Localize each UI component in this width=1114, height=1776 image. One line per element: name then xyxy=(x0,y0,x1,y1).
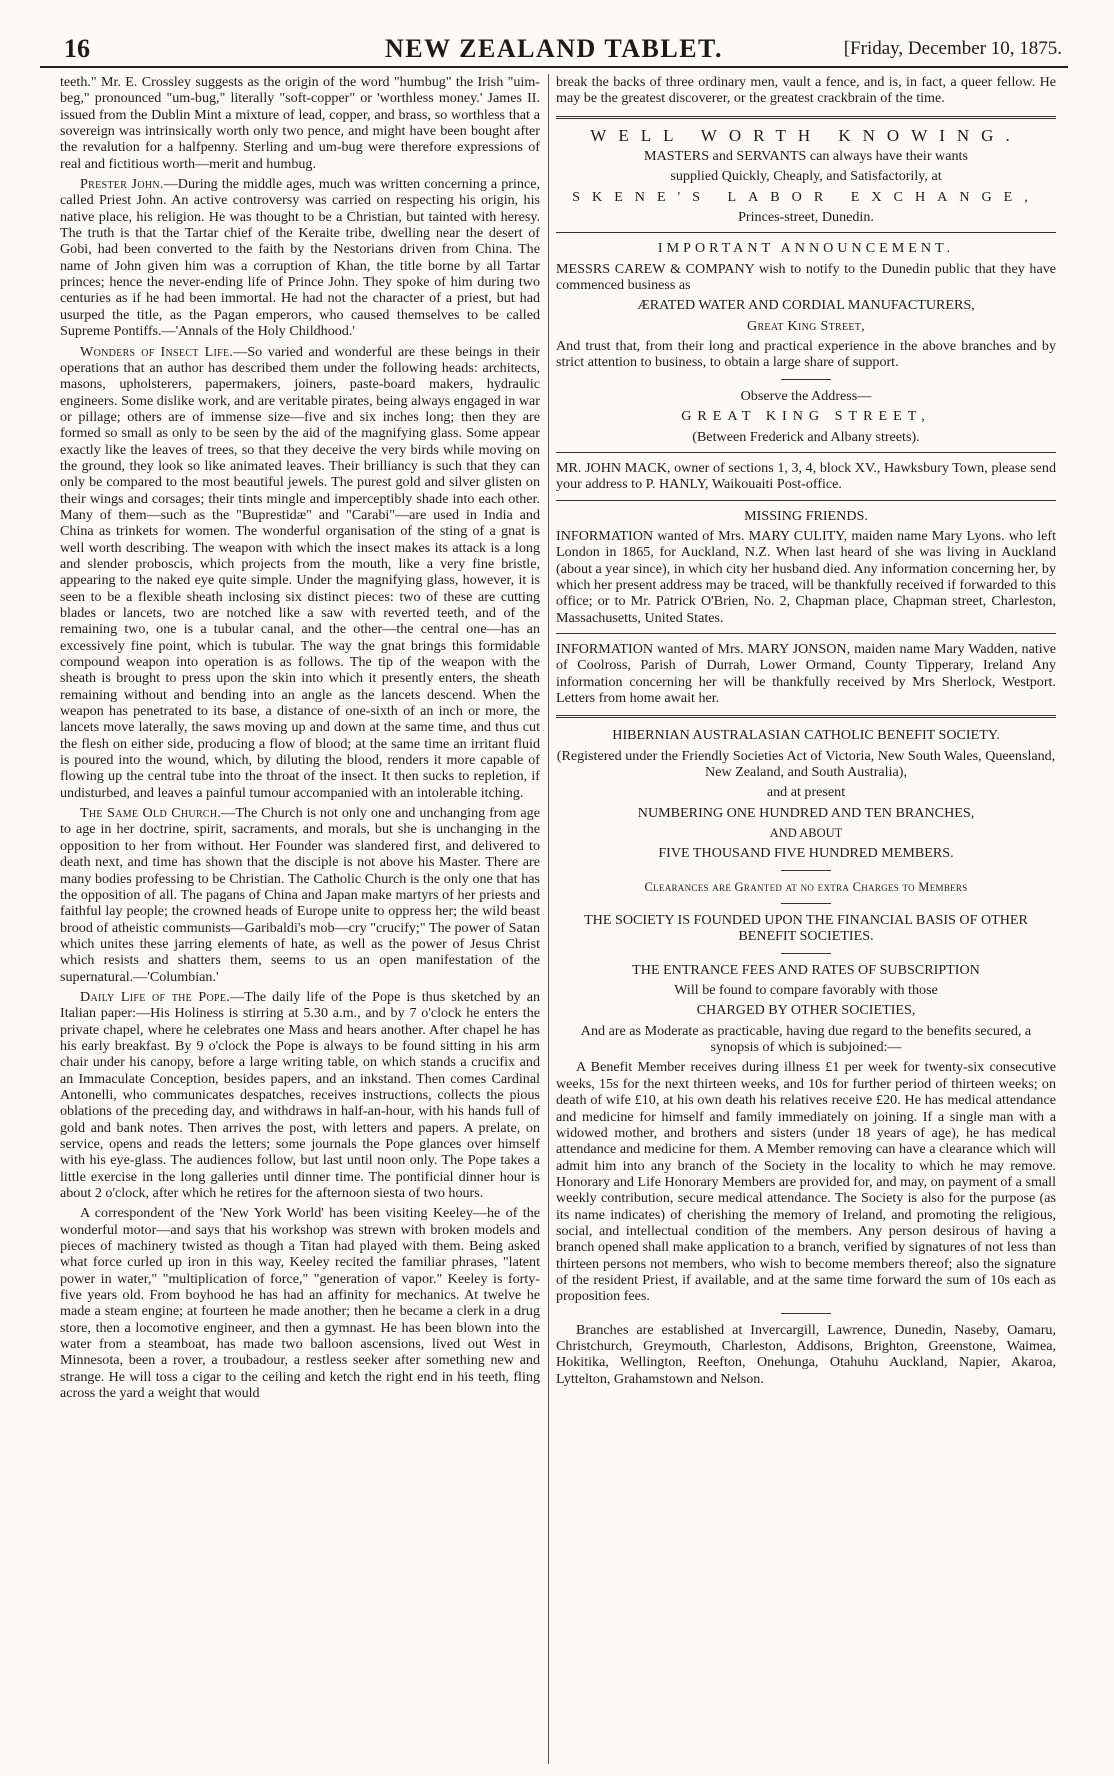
society-clearances: Clearances are Granted at no extra Charges to Members xyxy=(644,879,968,894)
humbug-paragraph: teeth." Mr. E. Crossley suggests as the origin of the word "humbug" the Irish "uim-beg," pronounced "um-bug," literally "soft-copper" or 'worthless money.' James II. issued from the Dublin Mint a mixture of lead, copper, and brass, so worthless that a sovereign was intrinsically worth only two pence, and might have been bought after the revalution for a halfpenny. Sterling and um-bug were therefore expressions of real and fictitious worth—merit and humbug. xyxy=(60,74,540,172)
article-body: —So varied and wonderful are these beings in their operations that an author has described them under the following heads: architects, masons, upholsterers, papermakers, joiners, paste-board makers, hydraulic engineers. Some dislike work, and are veritable pirates, being always engaged in war or pillage; others are of immense size—five and six inches long; then they are formed so small as only to be seen by the aid of the magnifying glass. Some appear exactly like the leaves of trees, so that they deceive the very birds while moving on the ground, they look so like animated leaves. Their brilliancy is such that they can only be compared to the most beautiful jewels. The purest gold and silver glisten on their wings and corsages; their tints mingle and imperceptibly shade into each other. Many of them—such as the "Buprestidæ" and "Carabi"—are used in India and China as trinkets for women. The wonderful organisation of the sting of a gnat is well worth describing. The weapon with which the insect makes its attack is a long and slender proboscis, which projects from the mouth, like a very fine bristle, appearing to the naked eye quite simple. Under the magnifying glass, however, it is seen to be a flexible sheath inclosing six distinct pieces: two of these are cutting blades or lancets, two are notched like a saw with reverted teeth, and of the remaining two, one is a tubular canal, and the other—the central one—has an excessively fine point, which is tubular. The way the gnat brings this formidable compound weapon into operation is as follows. The tip of the weapon with the sheath is brought to press upon the skin into which it presently enters, the sheath remaining without and bending into an angle as the lancets descend. When the weapon has penetrated to its base, a distance of one-sixth of an inch or more, the lancets move laterally, the saws moving up and down at the same time, and thus cut the flesh on either side, producing a flow of blood; at the same time an irritant fluid is poured into the wound, which, by diluting the blood, renders it more capable of flowing up the central tube into the throat of the insect. It then sucks to repletion, if undisturbed, and leaves a painful tumour accompanied with an intolerable itching. xyxy=(60,343,540,801)
article-body: —During the middle ages, much was written concerning a prince, called Priest John. An active controversy was carried on respecting his origin, his native place, his religion. He was thought to be a Christian, but tainted with heresy. The truth is that the Tartar chief of the Keraite tribe, dwelling near the desert of Gobi, had been converted to the faith by the Nestorians driven from China. The name of John given him was a corruption of Khan, the title borne by all Tartar princes; hence the never-ending life of Prince John. They spoke of him during two centuries as if he had been immortal. He had not the character of a priest, but had usurped the title, as the Pagan emperors, who caused themselves to be called Supreme Pontiffs.—'Annals of the Holy Childhood.' xyxy=(60,176,540,340)
divider xyxy=(781,870,831,871)
keeley-article: A correspondent of the 'New York World' has been visiting Keeley—he of the wonderful motor—and says that his workshop was strewn with broken models and pieces of machinery twisted as though a Titan had played with them. Being asked what force curled up iron in this way, Keeley recited the familiar phrases, "latent power in water," "multiplication of force," "generation of vapor." Keeley is forty-five years old. From boyhood he has had an affinity for mechanics. At twelve he made a steam engine; at fourteen he made another; then he became a clerk in a drug store, then a locomotive engineer, and then a gymnast. He has been blown into the water from a steamboat, has made two balloon ascensions, lived out West in Minnesota, been a rover, a troubadour, a restless seeker after something new and strange. He will toss a cigar to the ceiling and ketch the right end in his teeth, fling across the yard a weight that would xyxy=(60,1205,540,1402)
society-branch-list: Branches are established at Invercargill, Lawrence, Dunedin, Naseby, Oamaru, Christchurch, Greymouth, Charleston, Addisons, Brighton, Greenstone, Waimea, Hokitika, Wellington, Reefton, Onehunga, Otahuhu Auckland, Napier, Akaroa, Lyttelton, Grahamstown and Nelson. xyxy=(556,1321,1056,1387)
article-heading: Daily Life of the Pope. xyxy=(80,988,231,1005)
society-registration: (Registered under the Friendly Societies Act of Victoria, New South Wales, Queensland, New Zealand, and South Australia), xyxy=(556,747,1056,780)
ad-body: And trust that, from their long and practical experience in the above branches and by strict attention to business, to obtain a large share of support. xyxy=(556,338,1056,371)
society-fees: THE ENTRANCE FEES AND RATES OF SUBSCRIPTION xyxy=(632,961,980,978)
divider xyxy=(781,379,831,380)
society-line: CHARGED BY OTHER SOCIETIES, xyxy=(696,1002,916,1019)
john-mack-notice: MR. JOHN MACK, owner of sections 1, 3, 4, block XV., Hawksbury Town, please send your address to P. HANLY, Waikouaiti Post-office. xyxy=(556,459,1056,493)
society-line: and at present xyxy=(766,784,846,801)
ad-title: WELL WORTH KNOWING. xyxy=(590,125,1022,145)
important-announcement-ad xyxy=(556,240,1056,444)
article-heading: Wonders of Insect Life. xyxy=(80,343,234,360)
ad-between: (Between Frederick and Albany streets). xyxy=(692,428,920,445)
keeley-continued: break the backs of three ordinary men, vault a fence, and is, in fact, a queer fellow. He may be the greatest discoverer, or the greatest crackbrain of the time. xyxy=(556,74,1056,107)
society-line: And are as Moderate as practicable, having due regard to the benefits secured, a synopsis of which is subjoined:— xyxy=(580,1022,1032,1056)
missing-friend-notice: INFORMATION wanted of Mrs. MARY JONSON, maiden name Mary Wadden, native of Coolross, Parish of Durrah, Lower Ormand, County Tipperary, Ireland Any information concerning her will be thankfully received by Mrs Sherlock, Westport. Letters from home await her. xyxy=(556,640,1056,706)
article-body: —The daily life of the Pope is thus sketched by an Italian paper:—His Holiness is stirring at 5.30 a.m., and by 7 o'clock he enters the private chapel, where he celebrates one Mass and hears another. After chapel he has his early breakfast. By 9 o'clock the Pope is always to be found sitting in his arm chair under his canopy, before a large writing table, on which stands a crucifix and an Immaculate Conception, besides papers, and an inkstand. Then comes Cardinal Antonelli, who communicates despatches, receives instructions, collects the pious oblations of the preceding day, and withdraws in half-an-hour, with his hands full of gold and bank notes. Then arrives the post, with letters and papers. A prelate, on service, opens and reads the letters; some journals the Pope glances over himself with his eye-glass. The audiences follow, but last until noon only. The Pope takes a little exercise in the long galleries until dinner time. The pontificial dinner hour is about 2 o'clock, after which he retires for the afternoon siesta of two hours. xyxy=(60,988,540,1202)
society-members-count: FIVE THOUSAND FIVE HUNDRED MEMBERS. xyxy=(658,845,954,862)
divider xyxy=(781,953,831,954)
article-heading: Prester John. xyxy=(80,176,164,193)
society-title: HIBERNIAN AUSTRALASIAN CATHOLIC BENEFIT SOCIETY. xyxy=(612,727,1000,744)
article-heading: The Same Old Church. xyxy=(80,805,222,822)
right-column xyxy=(556,74,1056,1764)
left-column xyxy=(60,74,540,1764)
ad-address: GREAT KING STREET, xyxy=(681,408,931,425)
page-number: 16 xyxy=(64,34,90,63)
daily-life-pope-article xyxy=(60,989,540,1201)
article-body: —The Church is not only one and unchanging from age to age in her doctrine, spirit, sacraments, and morals, but she is unchanging in the opposition to her from without. Her Founder was slandered first, and delivered to death next, and time has shown that the disciple is not above his Master. There are many bodies professing to be Christian. The Catholic Church is the only one that has the opposition of all. The pagans of China and Japan make martyrs of her priests and faithful lay people; the crowned heads of Europe unite to oppress her; the wild beast brood of atheistic communists—Garibaldi's mob—cry "crucify;" The power of Satan which unites these jarring elements of hate, as well as the power of Jesus Christ which resists and shatters them, seems to us an open manifestation of the supernatural.—'Columbian.' xyxy=(60,805,540,985)
hibernian-society-ad xyxy=(556,727,1056,1387)
society-line: AND ABOUT xyxy=(769,826,843,841)
ad-line: supplied Quickly, Cheaply, and Satisfactorily, at xyxy=(670,168,942,185)
society-founded: THE SOCIETY IS FOUNDED UPON THE FINANCIAL BASIS OF OTHER BENEFIT SOCIETIES. xyxy=(584,912,1028,945)
divider xyxy=(781,903,831,904)
divider xyxy=(556,452,1056,453)
ad-business-name: SKENE'S LABOR EXCHANGE, xyxy=(572,188,1040,205)
ad-title: IMPORTANT ANNOUNCEMENT. xyxy=(657,240,955,257)
ad-line: MASTERS and SERVANTS can always have their wants xyxy=(644,148,968,165)
missing-friends-heading: MISSING FRIENDS. xyxy=(744,507,868,524)
column-divider xyxy=(548,74,549,1764)
page-header xyxy=(40,20,1068,68)
divider xyxy=(556,715,1056,718)
well-worth-knowing-ad xyxy=(556,125,1056,226)
insect-life-article xyxy=(60,344,540,802)
ad-body: MESSRS CAREW & COMPANY wish to notify to the Dunedin public that they have commenced business as xyxy=(556,260,1056,294)
society-benefits: A Benefit Member receives during illness £1 per week for twenty-six consecutive weeks, 15s for the next thirteen weeks, and 10s for further period of thirteen weeks; on death of wife £10, at his own death his relatives receive £20. He has medical attendance and medicine for himself and family immediately on joining. If a single man with a widowed mother, and brothers and sisters (under 18 years of age), he has medical attendance and medicine for them. A Member removing can have a clearance which will admit him into any branch of the Society in the locality to which he may remove. Honorary and Life Honorary Members are provided for, and may, on payment of a small weekly contribution, secure medical attendance. The Society is also for the purpose (as its name indicates) of cherishing the memory of Ireland, and promoting the religious, social, and intellectual condition of the members. Any person desirous of having a branch opened shall make application to a branch, verified by signatures of not less than thirteen persons not members, who wish to become members thereof; also the signature of the resident Priest, if available, and at the same time forward the sum of 10s each as proposition fees. xyxy=(556,1059,1056,1305)
divider xyxy=(556,633,1056,634)
society-line: Will be found to compare favorably with those xyxy=(674,982,938,999)
society-branches-count: NUMBERING ONE HUNDRED AND TEN BRANCHES, xyxy=(637,804,975,821)
divider xyxy=(556,116,1056,119)
same-old-church-article xyxy=(60,805,540,985)
divider xyxy=(781,1313,831,1314)
missing-friend-notice: INFORMATION wanted of Mrs. MARY CULITY, maiden name Mary Lyons. who left London in 1865, for Auckland, N.Z. When last heard of she was living in Auckland (about a year since), in which city her husband died. Any information concerning her, by which her present address may be traced, will be thankfully received if forwarded to this office; or to Mr. Patrick O'Brien, No. 2, Chapman place, Chapman street, Charleston, Massachusetts, United States. xyxy=(556,527,1056,626)
prester-john-article xyxy=(60,176,540,339)
ad-trade: ÆRATED WATER AND CORDIAL MANUFACTURERS, xyxy=(637,297,975,314)
ad-observe: Observe the Address— xyxy=(740,387,872,404)
divider xyxy=(556,500,1056,501)
masthead-title: NEW ZEALAND TABLET. xyxy=(385,34,723,63)
issue-date: [Friday, December 10, 1875. xyxy=(843,38,1062,59)
ad-address: Princes-street, Dunedin. xyxy=(738,209,874,226)
divider xyxy=(556,232,1056,233)
ad-street: Great King Street, xyxy=(746,317,866,334)
